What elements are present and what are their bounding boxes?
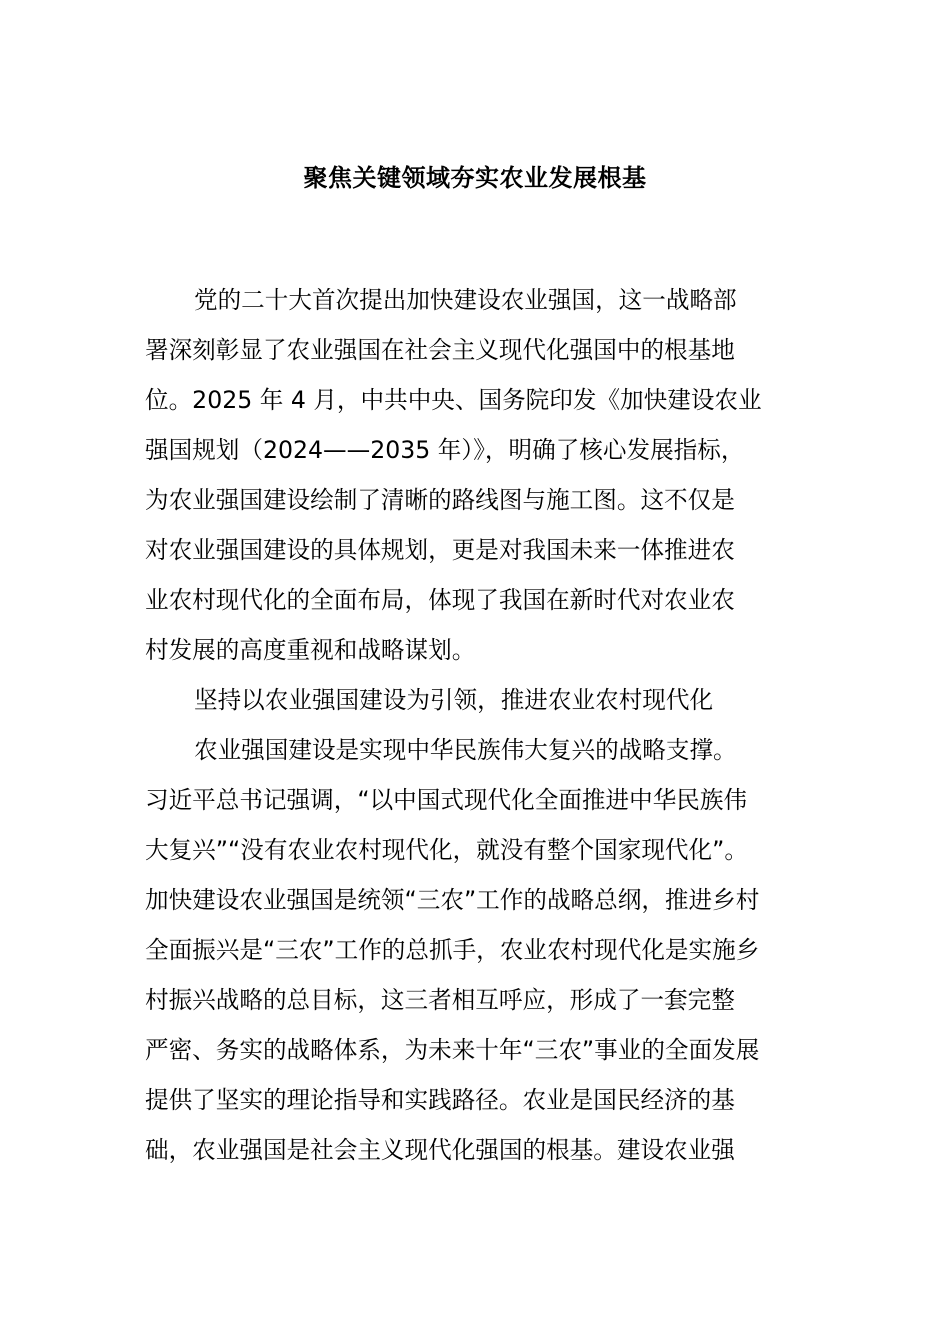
body-line-8: 村发展的高度重视和战略谋划。: [145, 636, 476, 664]
body-line-6: 对农业强国建设的具体规划，更是对我国未来一体推进农: [145, 536, 735, 564]
body-line-17: 提供了坚实的理论指导和实践路径。农业是国民经济的基: [145, 1086, 735, 1114]
body-line-15: 村振兴战略的总目标，这三者相互呼应，形成了一套完整: [145, 986, 735, 1014]
section-heading: 坚持以农业强国建设为引领，推进农业农村现代化: [194, 686, 714, 714]
body-line-14: 全面振兴是“三农”工作的总抓手，农业农村现代化是实施乡: [145, 936, 760, 964]
body-line-2: 署深刻彰显了农业强国在社会主义现代化强国中的根基地: [145, 336, 735, 364]
body-line-3: 位。2025 年 4 月，中共中央、国务院印发《加快建设农业: [145, 386, 762, 414]
body-line-13: 加快建设农业强国是统领“三农”工作的战略总纲，推进乡村: [145, 886, 760, 914]
document-title: 聚焦关键领域夯实农业发展根基: [303, 164, 647, 192]
body-line-12: 大复兴”“没有农业农村现代化，就没有整个国家现代化”。: [145, 836, 748, 864]
body-line-10: 农业强国建设是实现中华民族伟大复兴的战略支撑。: [194, 736, 737, 764]
body-line-4: 强国规划（2024——2035 年）》，明确了核心发展指标，: [145, 436, 745, 464]
body-line-11: 习近平总书记强调，“以中国式现代化全面推进中华民族伟: [145, 786, 748, 814]
body-line-16: 严密、务实的战略体系，为未来十年“三农”事业的全面发展: [145, 1036, 760, 1064]
body-line-18: 础，农业强国是社会主义现代化强国的根基。建设农业强: [145, 1136, 735, 1164]
body-line-7: 业农村现代化的全面布局，体现了我国在新时代对农业农: [145, 586, 735, 614]
body-line-1: 党的二十大首次提出加快建设农业强国，这一战略部: [194, 286, 737, 314]
body-line-5: 为农业强国建设绘制了清晰的路线图与施工图。这不仅是: [145, 486, 735, 514]
